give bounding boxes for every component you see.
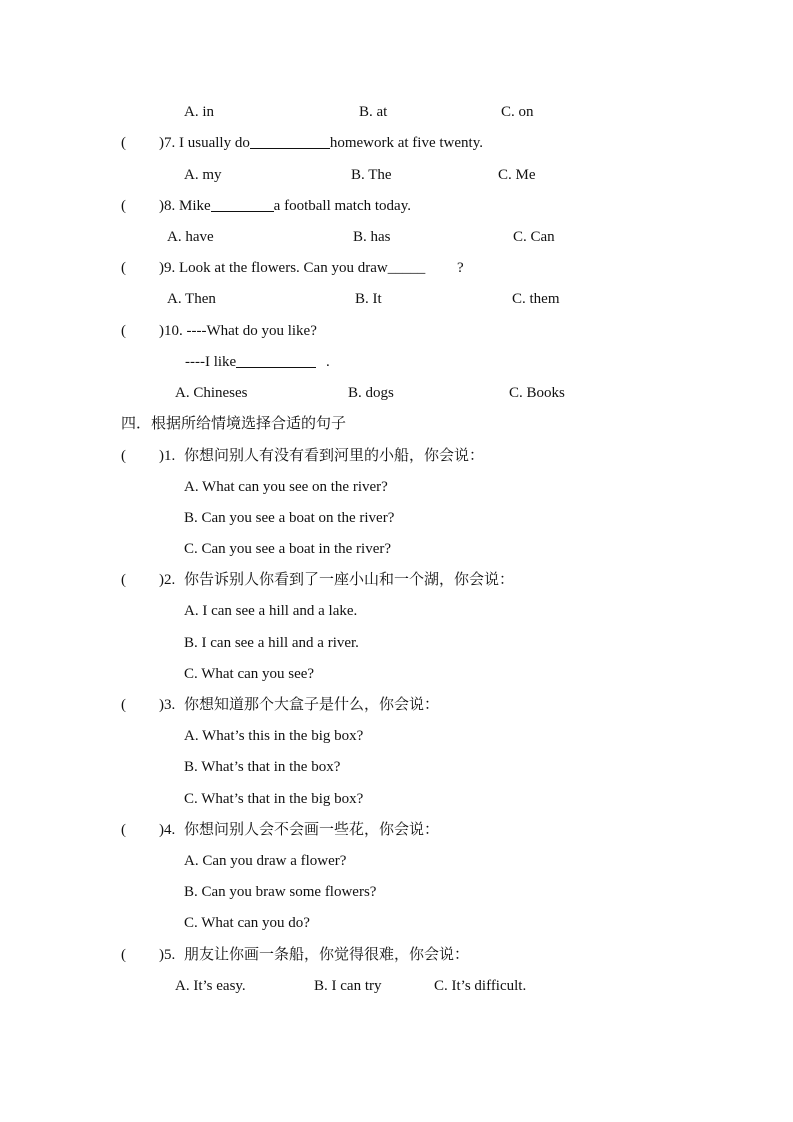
option: C. Me: [498, 167, 536, 183]
answer-blank: [250, 133, 330, 149]
option: A. I can see a hill and a lake.: [184, 603, 358, 619]
question-number: )1.: [159, 448, 176, 464]
option: C. What’s that in the big box?: [184, 791, 364, 807]
question-number: )3.: [159, 697, 176, 713]
question-pre: Mike: [179, 198, 211, 214]
option: B. I can try: [314, 978, 382, 994]
answer-paren: (: [121, 448, 126, 464]
question-mark: ?: [457, 260, 464, 276]
question-pre: Look at the flowers. Can you draw: [179, 260, 388, 276]
option: C. Books: [509, 385, 565, 401]
question-number: )7.: [159, 135, 176, 151]
answer-paren: (: [121, 947, 126, 963]
option: B. Can you see a boat on the river?: [184, 510, 395, 526]
answer-paren: (: [121, 572, 126, 588]
option: C. Can: [513, 229, 555, 245]
situation-prompt: 你想问别人会不会画一些花，你会说：: [184, 822, 440, 838]
option: C. What can you do?: [184, 915, 310, 931]
answer-paren: (: [121, 198, 126, 214]
option: A. Chineses: [175, 385, 248, 401]
question-pre: I usually do: [179, 135, 250, 151]
option: B. The: [351, 167, 392, 183]
option: C. Can you see a boat in the river?: [184, 541, 392, 557]
option: C. What can you see?: [184, 666, 315, 682]
option: A. have: [167, 229, 214, 245]
option: A. What can you see on the river?: [184, 479, 388, 495]
question-number: )4.: [159, 822, 176, 838]
option: A. Can you draw a flower?: [184, 853, 347, 869]
option: B. at: [359, 104, 388, 120]
answer-blank: [211, 196, 274, 212]
section-title: 四．根据所给情境选择合适的句子: [121, 416, 347, 432]
situation-prompt: 朋友让你画一条船，你觉得很难，你会说：: [184, 947, 470, 963]
option: B. I can see a hill and a river.: [184, 635, 359, 651]
option: B. It: [355, 291, 382, 307]
question-line1: ----What do you like?: [186, 323, 317, 339]
situation-prompt: 你告诉别人你看到了一座小山和一个湖，你会说：: [184, 572, 515, 588]
question-pre: ----I like: [185, 354, 237, 370]
option: A. It’s easy.: [175, 978, 246, 994]
option: B. has: [353, 229, 391, 245]
answer-blank: [236, 352, 316, 368]
option: C. them: [512, 291, 560, 307]
question-text: [159, 320, 317, 342]
option: A. my: [184, 167, 222, 183]
answer-paren: (: [121, 822, 126, 838]
question-number: )2.: [159, 572, 176, 588]
question-number: )10.: [159, 323, 183, 339]
option: A. Then: [167, 291, 216, 307]
answer-paren: (: [121, 135, 126, 151]
question-number: )5.: [159, 947, 176, 963]
question-text: [159, 195, 411, 217]
option: A. in: [184, 104, 214, 120]
question-number: )9.: [159, 260, 176, 276]
situation-prompt: 你想问别人有没有看到河里的小船，你会说：: [184, 448, 485, 464]
option: B. What’s that in the box?: [184, 759, 341, 775]
answer-paren: (: [121, 323, 126, 339]
question-text: [159, 257, 425, 279]
option: A. What’s this in the big box?: [184, 728, 364, 744]
question-number: )8.: [159, 198, 176, 214]
option: B. Can you braw some flowers?: [184, 884, 377, 900]
question-line2: [185, 351, 316, 373]
question-post: homework at five twenty.: [329, 135, 483, 151]
situation-prompt: 你想知道那个大盒子是什么，你会说：: [184, 697, 440, 713]
question-post: a football match today.: [273, 198, 411, 214]
question-post: .: [326, 354, 330, 370]
option: B. dogs: [348, 385, 394, 401]
answer-paren: (: [121, 697, 126, 713]
answer-paren: (: [121, 260, 126, 276]
question-text: [159, 132, 483, 154]
option: C. on: [501, 104, 534, 120]
option: C. It’s difficult.: [434, 978, 527, 994]
answer-blank: _____: [387, 260, 426, 276]
